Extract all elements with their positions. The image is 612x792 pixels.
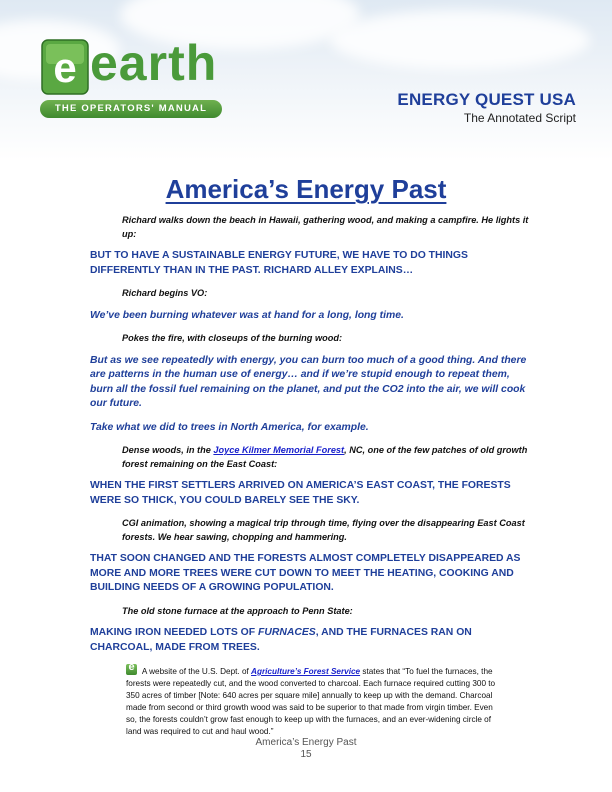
earth-logo bbox=[40, 35, 222, 120]
svg-text:e: e bbox=[53, 44, 77, 91]
stage-direction: Richard walks down the beach in Hawaii, gathering wood, and making a campfire. He lights it up: bbox=[122, 215, 529, 239]
script-body bbox=[90, 214, 530, 737]
page-footer bbox=[0, 737, 612, 761]
stage-direction: Pokes the fire, with closeups of the burning wood: bbox=[122, 333, 343, 343]
page-title bbox=[0, 174, 612, 205]
narration-caps: BUT TO HAVE A SUSTAINABLE ENERGY FUTURE, WE HAVE TO DO THINGS DIFFERENTLY THAN IN THE PAST. RICHARD ALLEY EXPLAINS… bbox=[90, 250, 468, 276]
footer-section-title: America’s Energy Past bbox=[255, 737, 357, 748]
stage-direction bbox=[122, 444, 530, 471]
page-number: 15 bbox=[300, 749, 312, 760]
note-text: A website of the U.S. Dept. of bbox=[140, 667, 252, 676]
stage-direction-text: Dense woods, in the bbox=[122, 445, 214, 455]
narration-text: MAKING IRON NEEDED LOTS OF bbox=[90, 627, 258, 638]
stage-direction-text: , NC, one of the few patches of old growth forest remaining on the East Coast: bbox=[122, 445, 528, 469]
series-heading bbox=[397, 90, 576, 125]
forest-service-link[interactable]: Agriculture’s Forest Service bbox=[251, 667, 361, 676]
note-text: states that “To fuel the furnaces, the forests were repeatedly cut, and the wood converted to charcoal. Each furnace required cutting 300 to 350 acres of timber [Note: 640 acres per square mile] annually to keep up with the demand. Charcoal made from second or third growth wood was said to be superior to that made from virgin timber. Even so, the forests couldn’t grow fast enough to keep up with the furnaces, and an ever-widening circle of land was required to cut and haul wood.” bbox=[126, 667, 496, 736]
earth-logo-e-icon bbox=[40, 38, 92, 98]
series-subtitle: The Annotated Script bbox=[463, 111, 576, 125]
annotation-note bbox=[126, 664, 504, 737]
series-title: ENERGY QUEST USA bbox=[397, 90, 576, 109]
narration-emphasis: FURNACES bbox=[258, 627, 316, 638]
voice-over: We’ve been burning whatever was at hand for a long, long time. bbox=[90, 309, 404, 321]
narration-text: , AND THE FURNACES RAN ON CHARCOAL, MADE FROM TREES. bbox=[90, 627, 472, 653]
earth-note-icon bbox=[126, 664, 137, 675]
stage-direction: CGI animation, showing a magical trip through time, flying over the disappearing East Coast forests. We hear sawing, chopping and hammering. bbox=[122, 518, 525, 542]
narration-caps bbox=[90, 626, 530, 655]
logo-tagline: THE OPERATORS' MANUAL bbox=[40, 100, 222, 118]
joyce-kilmer-forest-link[interactable]: Joyce Kilmer Memorial Forest bbox=[213, 445, 345, 455]
logo-word: earth bbox=[90, 35, 218, 91]
narration-caps: WHEN THE FIRST SETTLERS ARRIVED ON AMERICA’S EAST COAST, THE FORESTS WERE SO THICK, YOU COULD BARELY SEE THE SKY. bbox=[90, 480, 511, 506]
narration-caps: THAT SOON CHANGED AND THE FORESTS ALMOST COMPLETELY DISAPPEARED AS MORE AND MORE TREES WERE CUT DOWN TO MEET THE HEATING, COOKING AND BUILDING NEEDS OF A GROWING POPULATION. bbox=[90, 553, 521, 593]
stage-direction: Richard begins VO: bbox=[122, 288, 208, 298]
stage-direction: The old stone furnace at the approach to Penn State: bbox=[122, 605, 353, 616]
page-title-text: America’s Energy Past bbox=[165, 174, 447, 204]
voice-over: Take what we did to trees in North America, for example. bbox=[90, 421, 369, 433]
voice-over: But as we see repeatedly with energy, you can burn too much of a good thing. And there are patterns in the human use of energy… and if we’re stupid enough to repeat them, burn all the fossil fuel remaining on the planet, and put the CO2 into the air, we will cook our future. bbox=[90, 354, 527, 409]
